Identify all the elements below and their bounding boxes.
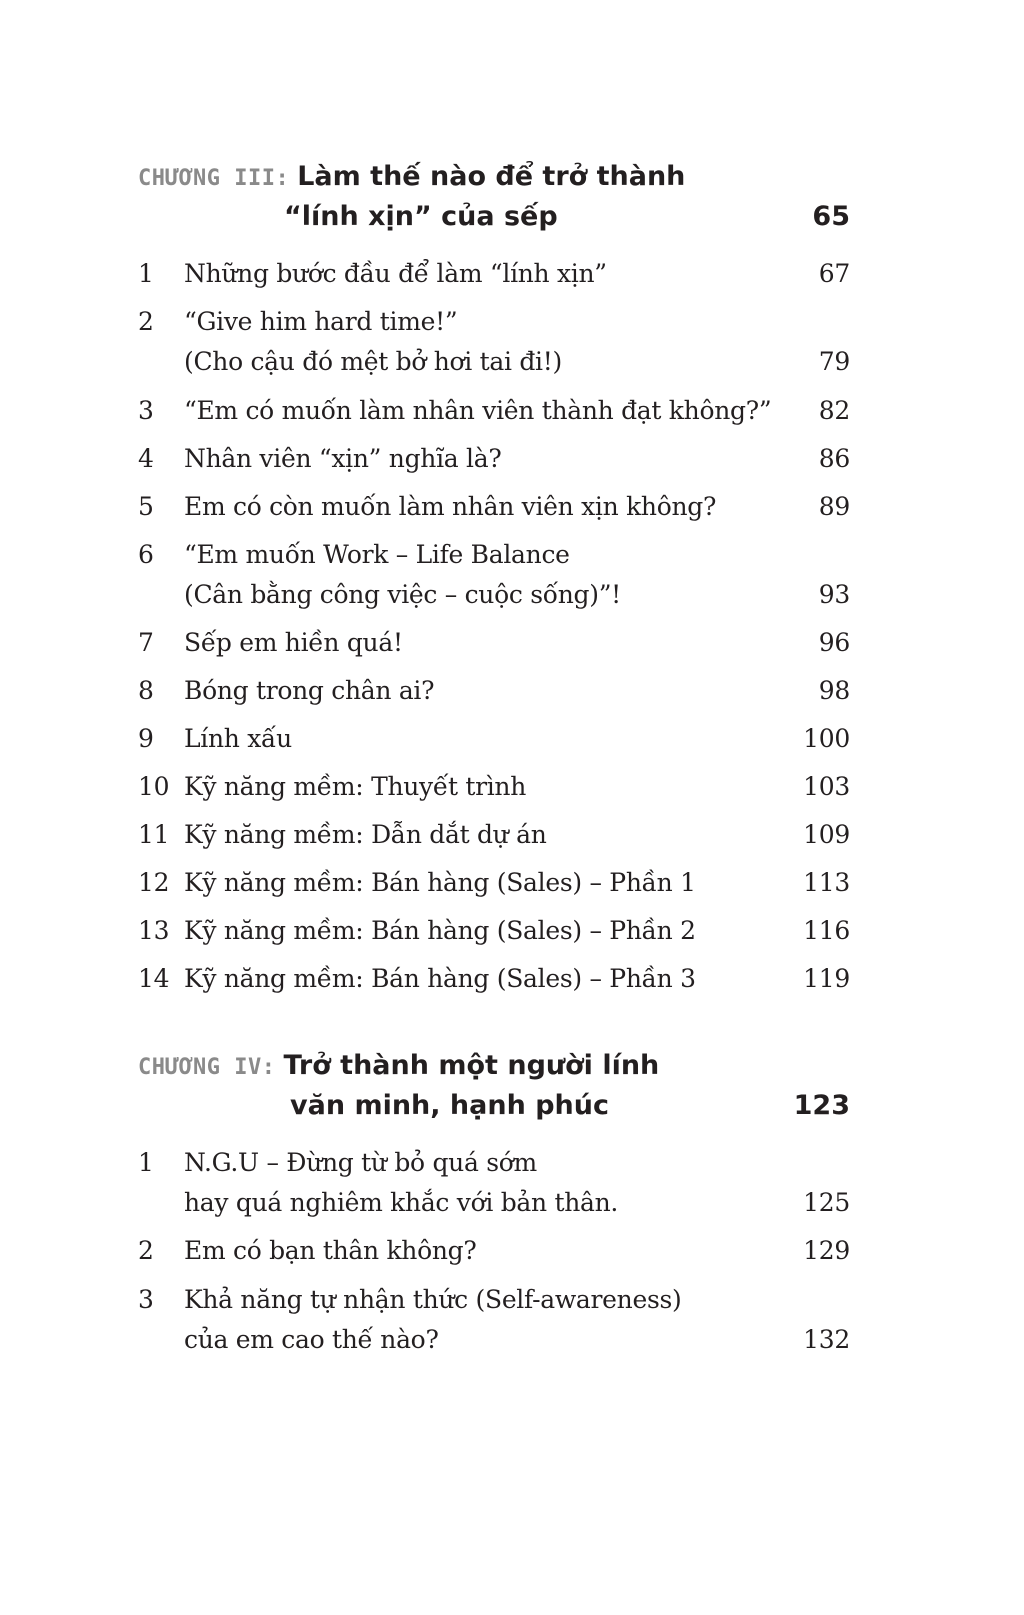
entry-number: 2 <box>138 1236 154 1265</box>
chapter-title-line2: “lính xịn” của sếp <box>284 201 558 232</box>
entry-page-number: 89 <box>818 492 850 521</box>
entry-title: Em có bạn thân không? <box>184 1236 477 1265</box>
entry-number: 3 <box>138 1285 154 1314</box>
entry-page-number: 79 <box>818 347 850 376</box>
chapter-label: CHƯƠNG IV: <box>138 1055 276 1080</box>
entry-page-number: 96 <box>818 628 850 657</box>
entry-page-number: 113 <box>803 868 850 897</box>
entry-title: Em có còn muốn làm nhân viên xịn không? <box>184 492 717 521</box>
entry-page-number: 93 <box>818 580 850 609</box>
entry-number: 9 <box>138 724 154 753</box>
entry-title: Lính xấu <box>184 724 292 753</box>
table-of-contents <box>138 0 850 1615</box>
entry-title: Kỹ năng mềm: Bán hàng (Sales) – Phần 2 <box>184 916 696 945</box>
entry-title-continued: của em cao thế nào? <box>184 1325 439 1354</box>
entry-page-number: 86 <box>818 444 850 473</box>
entry-page-number: 129 <box>803 1236 850 1265</box>
chapter-title-line1: Làm thế nào để trở thành <box>297 161 686 192</box>
entry-title-continued: hay quá nghiêm khắc với bản thân. <box>184 1188 619 1217</box>
chapter-page-number: 65 <box>812 201 850 232</box>
entry-number: 12 <box>138 868 170 897</box>
entry-title: Kỹ năng mềm: Bán hàng (Sales) – Phần 1 <box>184 868 696 897</box>
entry-number: 13 <box>138 916 170 945</box>
entry-number: 3 <box>138 396 154 425</box>
entry-number: 1 <box>138 1148 154 1177</box>
entry-page-number: 98 <box>818 676 850 705</box>
entry-page-number: 132 <box>803 1325 850 1354</box>
entry-number: 2 <box>138 307 154 336</box>
entry-number: 6 <box>138 540 154 569</box>
entry-title: Bóng trong chân ai? <box>184 676 435 705</box>
entry-title: Sếp em hiền quá! <box>184 628 403 657</box>
entry-number: 4 <box>138 444 154 473</box>
entry-title: Kỹ năng mềm: Thuyết trình <box>184 772 527 801</box>
entry-number: 5 <box>138 492 154 521</box>
chapter-label: CHƯƠNG III: <box>138 166 290 191</box>
entry-number: 11 <box>138 820 170 849</box>
chapter-page-number: 123 <box>793 1090 850 1121</box>
entry-title: “Em có muốn làm nhân viên thành đạt không?” <box>184 396 772 425</box>
entry-title: Nhân viên “xịn” nghĩa là? <box>184 444 502 473</box>
entry-number: 14 <box>138 964 170 993</box>
entry-page-number: 116 <box>803 916 850 945</box>
entry-title-continued: (Cho cậu đó mệt bở hơi tai đi!) <box>184 347 562 376</box>
entry-title: “Em muốn Work – Life Balance <box>184 540 570 569</box>
entry-page-number: 109 <box>803 820 850 849</box>
entry-title: Những bước đầu để làm “lính xịn” <box>184 259 607 288</box>
entry-title: Kỹ năng mềm: Bán hàng (Sales) – Phần 3 <box>184 964 696 993</box>
entry-page-number: 67 <box>818 259 850 288</box>
entry-title-continued: (Cân bằng công việc – cuộc sống)”! <box>184 580 621 609</box>
entry-title: Khả năng tự nhận thức (Self-awareness) <box>184 1285 682 1314</box>
entry-page-number: 119 <box>803 964 850 993</box>
entry-title: N.G.U – Đừng từ bỏ quá sớm <box>184 1148 537 1177</box>
entry-page-number: 82 <box>818 396 850 425</box>
entry-number: 1 <box>138 259 154 288</box>
entry-number: 7 <box>138 628 154 657</box>
entry-number: 10 <box>138 772 170 801</box>
entry-number: 8 <box>138 676 154 705</box>
entry-title: “Give him hard time!” <box>184 307 458 336</box>
chapter-title-line2: văn minh, hạnh phúc <box>290 1090 609 1121</box>
chapter-title-line1: Trở thành một người lính <box>283 1050 660 1081</box>
entry-page-number: 100 <box>803 724 850 753</box>
entry-title: Kỹ năng mềm: Dẫn dắt dự án <box>184 820 547 849</box>
entry-page-number: 103 <box>803 772 850 801</box>
entry-page-number: 125 <box>803 1188 850 1217</box>
